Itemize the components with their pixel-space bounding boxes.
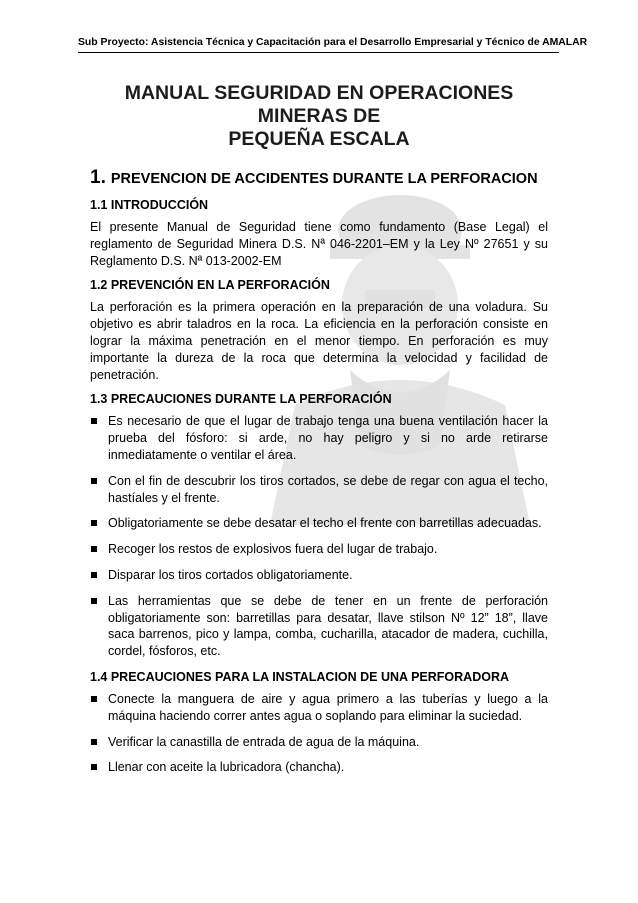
section-1-4-heading: 1.4 PRECAUCIONES PARA LA INSTALACION DE UNA PERFORADORA — [90, 669, 510, 684]
section-1-3-heading: 1.3 PRECAUCIONES DURANTE LA PERFORACIÓN — [90, 392, 392, 407]
section-1-1-heading: 1.1 INTRODUCCIÓN — [90, 198, 209, 212]
page-header: Sub Proyecto: Asistencia Técnica y Capacitación para el Desarrollo Empresarial y Técnico de AMALAR — [78, 37, 559, 53]
list-item: Las herramientas que se debe de tener en un frente de perforación obligatoriamente son: barretillas para desatar, llave stilson Nº 12” 18”, llave saca barrenos, pico y lampa, comba, cucharilla, atacador de madera, cuchilla, cordel, fósforos, etc. — [90, 593, 548, 660]
list-item: Obligatoriamente se debe desatar el techo el frente con barretillas adecuadas. — [90, 515, 548, 532]
list-item: Disparar los tiros cortados obligatoriamente. — [90, 567, 548, 584]
list-item: Recoger los restos de explosivos fuera del lugar de trabajo. — [90, 541, 548, 558]
section-1-1-paragraph: El presente Manual de Seguridad tiene como fundamento (Base Legal) el reglamento de Seguridad Minera D.S. Nª 046-2201–EM y la Ley Nº 27651 y su Reglamento D.S. Nª 013-2002-EM — [90, 220, 548, 268]
section-1-2-heading: 1.2 PREVENCIÓN EN LA PERFORACIÓN — [90, 278, 330, 293]
list-item: Verificar la canastilla de entrada de agua de la máquina. — [90, 734, 548, 751]
section-1-heading — [90, 168, 548, 189]
section-1-number: 1. — [90, 167, 106, 188]
section-1-title: PREVENCION DE ACCIDENTES DURANTE LA PERFORACION — [110, 171, 538, 187]
title-line-1: MANUAL SEGURIDAD EN OPERACIONES MINERAS DE — [124, 82, 514, 127]
section-1-3-list — [90, 413, 548, 660]
document-title — [80, 82, 558, 151]
section-1-2-paragraph: La perforación es la primera operación en la preparación de una voladura. Su objetivo es abrir taladros en la roca. La eficiencia en la perforación consiste en lograr la máxima penetración en el menor tiempo. En perforación es muy importante la dureza de la roca que determina la velocidad y facilidad de penetración. — [90, 300, 548, 382]
section-1-4-list — [90, 691, 548, 776]
document-body — [90, 168, 548, 785]
title-line-2: PEQUEÑA ESCALA — [228, 128, 410, 150]
list-item: Con el fin de descubrir los tiros cortados, se debe de regar con agua el techo, hastíales y el frente. — [90, 473, 548, 507]
list-item: Es necesario de que el lugar de trabajo tenga una buena ventilación hacer la prueba del fósforo: si arde, no hay peligro y si no arde retirarse inmediatamente o ventilar el área. — [90, 413, 548, 463]
list-item: Conecte la manguera de aire y agua primero a las tuberías y luego a la máquina haciendo correr antes agua o soplando para eliminar la suciedad. — [90, 691, 548, 725]
list-item: Llenar con aceite la lubricadora (chancha). — [90, 759, 548, 776]
